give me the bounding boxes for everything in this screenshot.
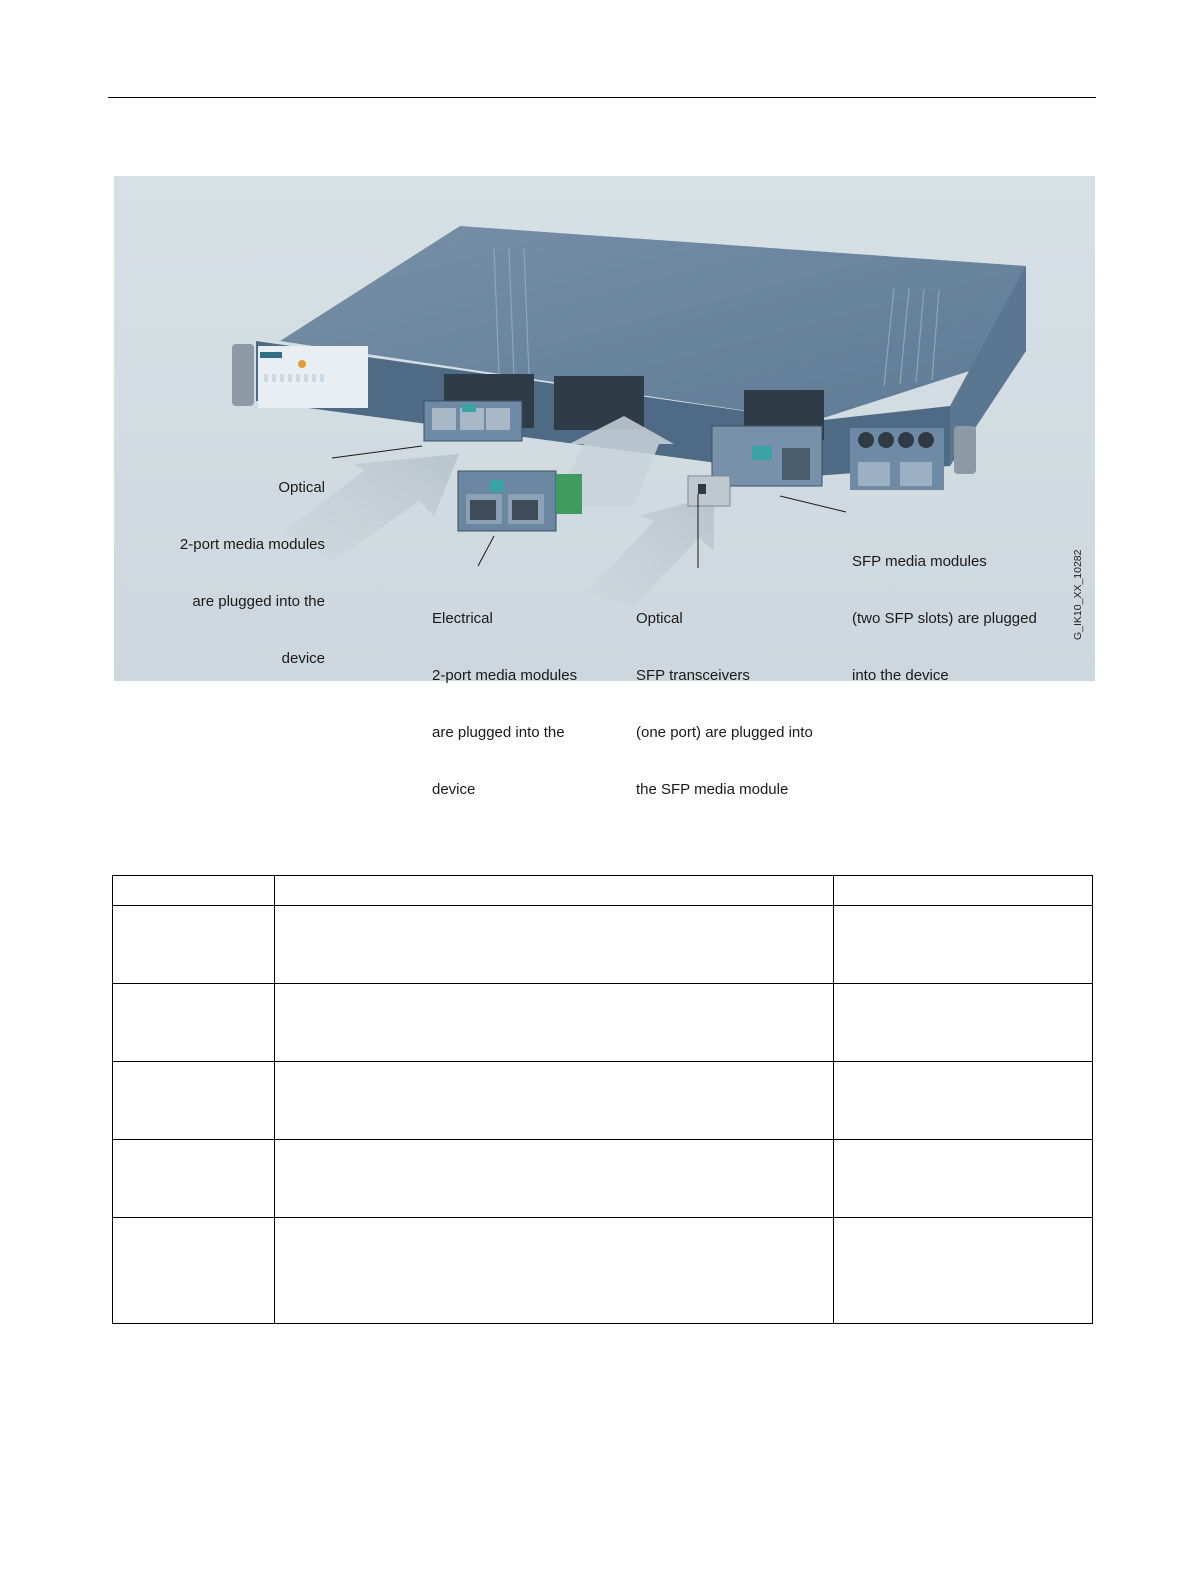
table-row (113, 984, 1093, 1062)
table-cell (113, 1218, 275, 1324)
table-cell (834, 1218, 1093, 1324)
table-cell (113, 906, 275, 984)
table-cell (275, 984, 834, 1062)
callout-sfp-transceivers: Optical SFP transceivers (one port) are plugged into the SFP media module (636, 610, 813, 798)
rack-ear-right (954, 426, 976, 474)
empty-table (112, 875, 1093, 1324)
table-cell (275, 906, 834, 984)
callout-electrical-2port: Electrical 2-port media modules are plugged into the device (432, 610, 578, 798)
table-cell (834, 876, 1093, 906)
table-row (113, 1140, 1093, 1218)
table-row (113, 1062, 1093, 1140)
table-cell (113, 1062, 275, 1140)
callout-optical-2port: Optical 2-port media modules are plugged into the device (179, 479, 325, 667)
figure-id: G_IK10_XX_10282 (1072, 549, 1084, 640)
table-cell (275, 1218, 834, 1324)
table-cell (113, 876, 275, 906)
table-cell (275, 1062, 834, 1140)
table-cell (113, 984, 275, 1062)
table-row (113, 876, 1093, 906)
callout-sfp-modules: SFP media modules (two SFP slots) are plugged into the device (852, 553, 1037, 684)
sfp-transceiver (688, 476, 730, 506)
table-row (113, 1218, 1093, 1324)
table-cell (834, 984, 1093, 1062)
table-cell (834, 906, 1093, 984)
rack-ear-left (232, 344, 254, 406)
table-cell (275, 1140, 834, 1218)
table-cell (113, 1140, 275, 1218)
table-cell (834, 1062, 1093, 1140)
table-cell (834, 1140, 1093, 1218)
table-cell (275, 876, 834, 906)
table-row (113, 906, 1093, 984)
header-rule (108, 97, 1096, 98)
